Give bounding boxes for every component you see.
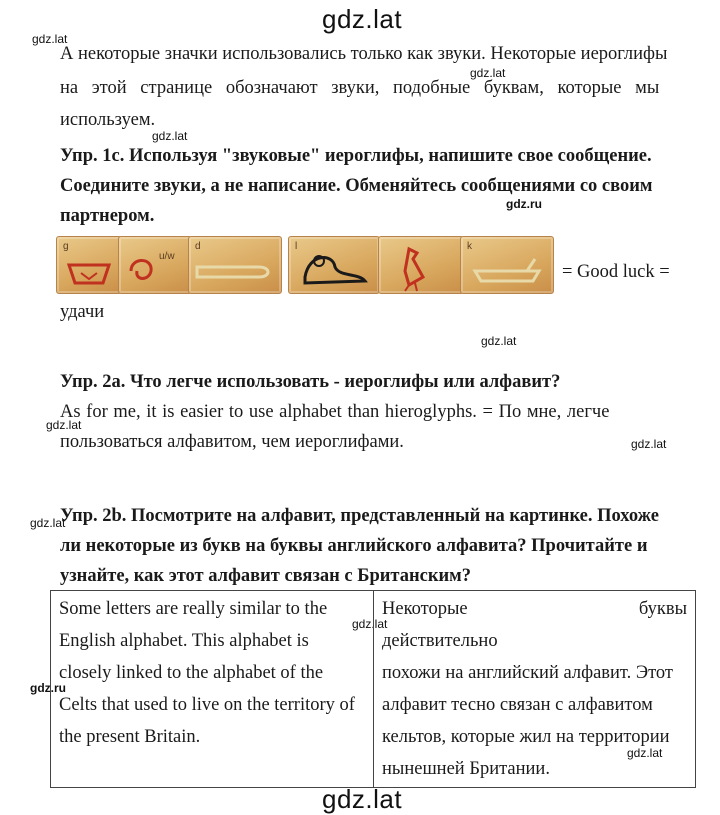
watermark-top: gdz.lat [322,4,403,34]
hieroglyph-tile: l [288,236,380,294]
basket-glyph-icon [57,237,121,293]
russian-answer-line: похожи на английский алфавит. Этот [382,663,674,683]
intro-line-2: на этой странице обозначают звуки, подобные буквам, которые мы [60,78,660,98]
hieroglyph-tile: u/w [118,236,192,294]
ex1c-line-3: партнером. [60,206,155,226]
watermark: gdz.lat [470,66,506,80]
watermark: gdz.lat [152,129,188,143]
intro-line-3: используем. [60,110,156,130]
hieroglyph-tile: k [460,236,554,294]
english-answer-cell [51,591,374,788]
ex1c-line-2: Соедините звуки, а не написание. Обменяйтесь сообщениями со своим [60,176,653,196]
bird-glyph-icon [379,237,463,293]
english-answer-line: Celts that used to live on the territory of [59,695,355,715]
table-row [51,591,696,788]
basket-handle-glyph-icon [461,237,553,293]
watermark: gdz.ru [30,681,66,695]
english-answer-line: Some letters are really similar to the [59,599,328,619]
ex2a-answer-line-2: пользоваться алфавитом, чем иероглифами. [60,432,404,452]
watermark: gdz.lat [627,746,663,760]
ex2b-line-1: Упр. 2b. Посмотрите на алфавит, представленный на картинке. Похоже [60,506,660,526]
ex2a-title: Упр. 2a. Что легче использовать - иероглифы или алфавит? [60,372,561,392]
english-answer-line: the present Britain. [59,727,201,747]
watermark-bottom: gdz.lat [322,784,403,814]
ex1c-line-1: Упр. 1c. Используя "звуковые" иероглифы, напишите свое сообщение. [60,146,652,166]
watermark-left: gdz.lat [32,32,68,46]
watermark: gdz.lat [631,437,667,451]
watermark: gdz.ru [506,197,542,211]
hieroglyph-tile [378,236,464,294]
watermark: gdz.lat [30,516,66,530]
answer-good-luck: = Good luck = [562,262,670,282]
ex2b-line-3: узнайте, как этот алфавит связан с Британским? [60,566,472,586]
english-answer-line: English alphabet. This alphabet is [59,631,309,651]
russian-answer-cell [374,591,696,788]
russian-answer-line: нынешней Британии. [382,759,550,779]
russian-answer-line: кельтов, которые жил на территории [382,727,670,747]
lion-glyph-icon [289,237,379,293]
quail-chick-glyph-icon [119,237,191,293]
answer-translation: удачи [60,302,105,322]
watermark: gdz.lat [46,418,82,432]
intro-line-1: А некоторые значки использовались только как звуки. Некоторые иероглифы [60,44,668,64]
russian-answer-line: Некоторые буквы действительно [382,599,687,651]
ex2b-line-2: ли некоторые из букв на буквы английского алфавита? Прочитайте и [60,536,648,556]
hieroglyph-tile: d [188,236,282,294]
english-answer-line: closely linked to the alphabet of the [59,663,324,683]
ex2a-answer-line-1: As for me, it is easier to use alphabet than hieroglyphs. = По мне, легче [60,402,610,422]
answer-table [50,590,696,788]
hieroglyph-tile: g [56,236,122,294]
watermark: gdz.lat [481,334,517,348]
hand-glyph-icon [189,237,281,293]
russian-answer-line: алфавит тесно связан с алфавитом [382,695,653,715]
watermark: gdz.lat [352,617,388,631]
